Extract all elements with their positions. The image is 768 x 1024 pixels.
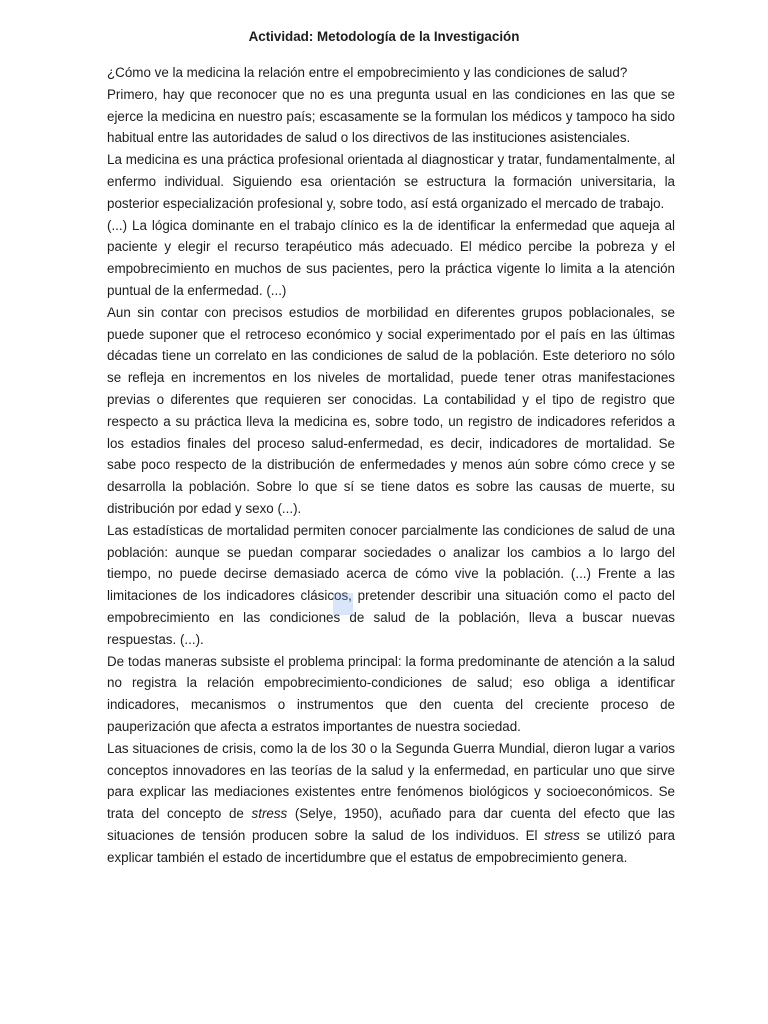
paragraph-8-lead: Las situaciones de crisis, como la de los 30 o la Segunda Guerra Mundial, dieron lugar a varios conceptos innovadores en las teorías de la salud y la enfermedad, en particular uno que sirve para explicar las mediaciones existentes entre fenómenos biológicos y socioeconómicos. Se trata del concepto de xyxy=(107,740,675,822)
paragraph-question: ¿Cómo ve la medicina la relación entre el empobrecimiento y las condiciones de salud? xyxy=(107,65,628,80)
paragraph-2: Primero, hay que reconocer que no es una pregunta usual en las condiciones en las que se ejerce la medicina en nuestro país; escasamente se la formulan los médicos y tampoco ha sido habitual entre las autoridades de salud o los directivos de las instituciones asistenciales. xyxy=(107,86,675,146)
text-selection-highlight xyxy=(333,593,353,615)
document-body xyxy=(107,62,675,868)
paragraph-8 xyxy=(107,738,675,869)
term-stress: stress xyxy=(251,806,288,822)
paragraph-4: (...) La lógica dominante en el trabajo clínico es la de identificar la enfermedad que aqueja al paciente y elegir el recurso terapéutico más adecuado. El médico percibe la pobreza y el empobrecimiento en muchos de sus pacientes, pero la práctica vigente lo limita a la atención puntual de la enfermedad. (...) xyxy=(107,217,675,298)
term-stress-2: stress xyxy=(544,827,580,843)
paragraph-6: Las estadísticas de mortalidad permiten conocer parcialmente las condiciones de salud de una población: aunque se puedan comparar sociedades o analizar los cambios a lo largo del tiempo, no puede decirse demasiado acerca de cómo vive la población. (...) Frente a las limitaciones de los indicadores clásicos, pretender describir una situación como el pacto del empobrecimiento en las condiciones de salud de la población, lleva a buscar nuevas respuestas. (...). xyxy=(107,522,675,647)
paragraph-8-middle: (Selye, 1950), acuñado para dar cuenta del efecto que las situaciones de tensión producen sobre la salud de los individuos. El xyxy=(107,806,675,843)
document-title: Actividad: Metodología de la Investigación xyxy=(248,29,520,44)
paragraph-8-tail: se utilizó para explicar también el estado de incertidumbre que el estatus de empobrecimiento genera. xyxy=(107,827,675,865)
paragraph-7: De todas maneras subsiste el problema principal: la forma predominante de atención a la salud no registra la relación empobrecimiento-condiciones de salud; eso obliga a identificar indicadores, mecanismos o instrumentos que den cuenta del creciente proceso de pauperización que afecta a estratos importantes de nuestra sociedad. xyxy=(107,653,675,734)
paragraph-5: Aun sin contar con precisos estudios de morbilidad en diferentes grupos poblacionales, se puede suponer que el retroceso económico y social experimentado por el país en las últimas décadas tiene un correlato en las condiciones de salud de la población. Este deterioro no sólo se refleja en incrementos en los niveles de mortalidad, puede tener otras manifestaciones previas o diferentes que requieren ser conocidas. La contabilidad y el tipo de registro que respecto a su práctica lleva la medicina es, sobre todo, un registro de indicadores referidos a los estadios finales del proceso salud-enfermedad, es decir, indicadores de mortalidad. Se sabe poco respecto de la distribución de enfermedades y menos aún sobre cómo crece y se desarrolla la población. Sobre lo que sí se tiene datos es sobre las causas de muerte, su distribución por edad y sexo (...). xyxy=(107,304,675,516)
paragraph-3: La medicina es una práctica profesional orientada al diagnosticar y tratar, fundamentalmente, al enfermo individual. Siguiendo esa orientación se estructura la formación universitaria, la posterior especialización profesional y, sobre todo, así está organizado el mercado de trabajo. xyxy=(107,152,675,211)
